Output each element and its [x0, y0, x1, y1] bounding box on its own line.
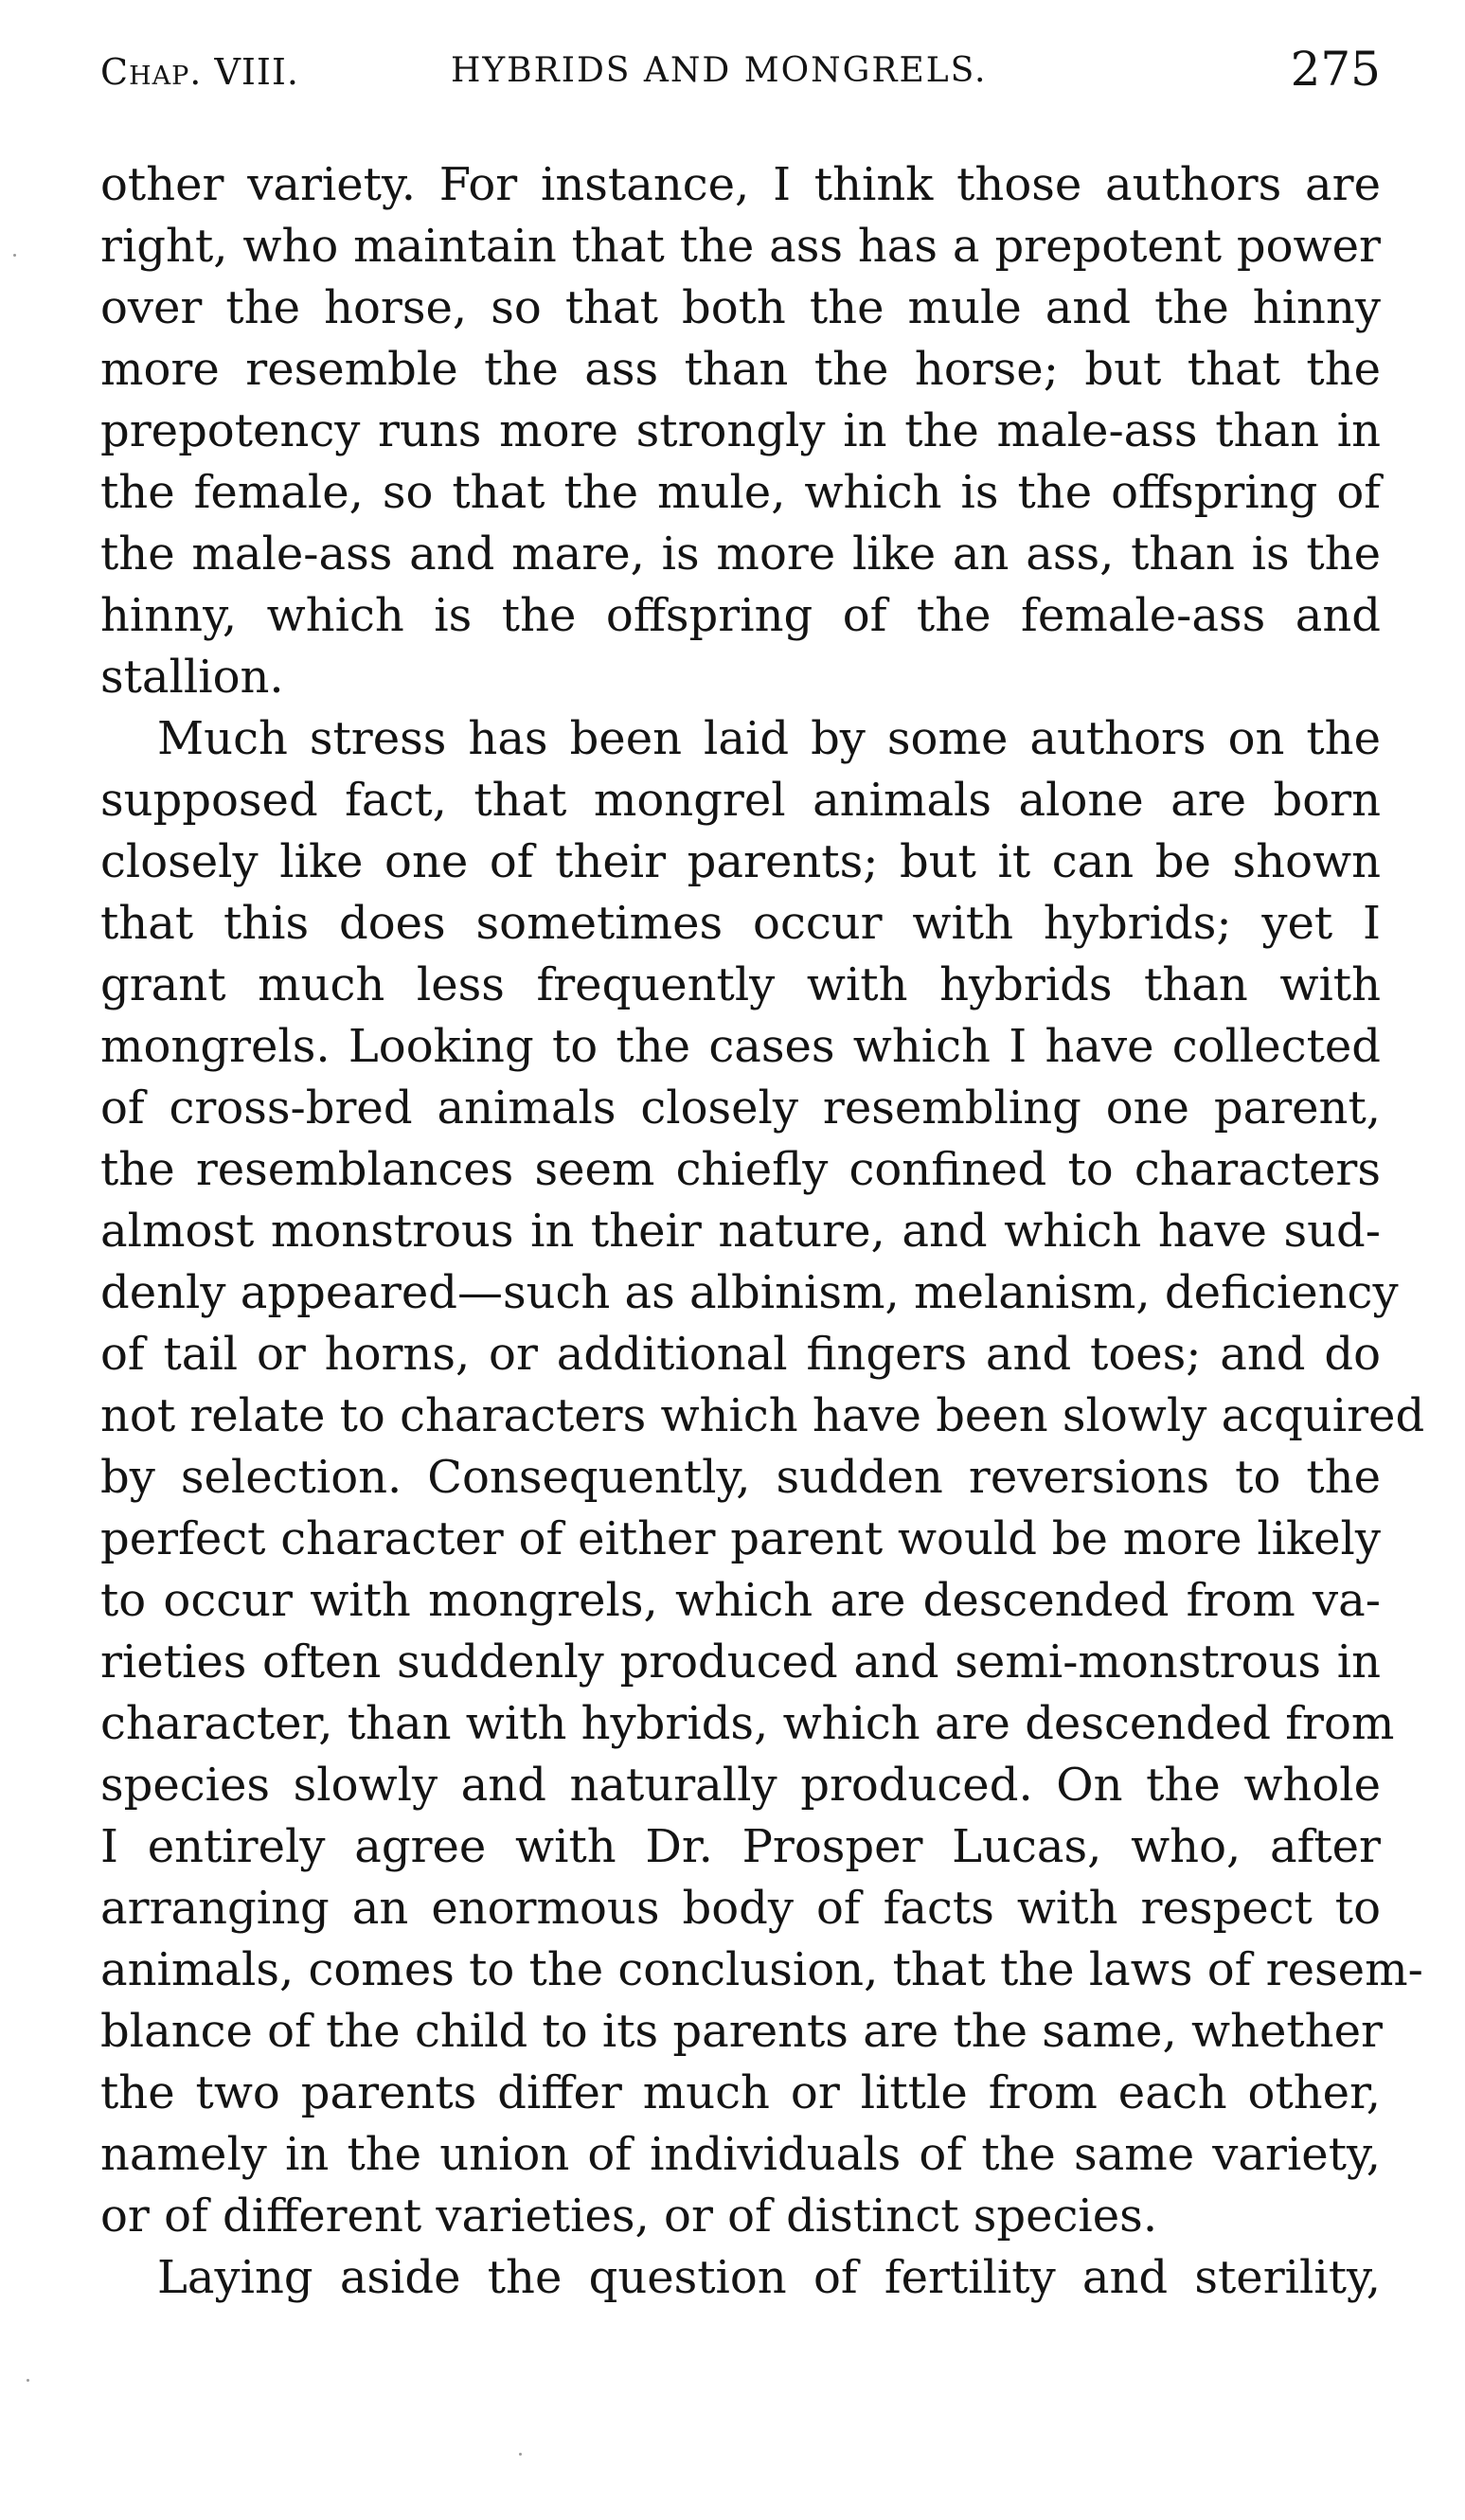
text-line: blance of the child to its parents are the same, whether	[100, 2005, 1383, 2058]
text-line: the female, so that the mule, which is the offspring of	[100, 466, 1381, 519]
text-line: character, than with hybrids, which are descended from	[100, 1697, 1395, 1750]
text-line: I entirely agree with Dr. Prosper Lucas, who, after	[100, 1820, 1381, 1873]
text-line: of cross-bred animals closely resembling one parent,	[100, 1081, 1381, 1135]
text-line: the two parents differ much or little from each other,	[100, 2066, 1381, 2119]
text-line: to occur with mongrels, which are descended from va-	[100, 1574, 1381, 1627]
text-line: closely like one of their parents; but it can be shown	[100, 835, 1381, 888]
paragraph-first-line: Laying aside the question of fertility and sterility,	[157, 2251, 1381, 2304]
text-line: rieties often suddenly produced and semi-monstrous in	[100, 1635, 1381, 1689]
text-line: hinny, which is the offspring of the female-ass and	[100, 589, 1381, 642]
text-line: grant much less frequently with hybrids than with	[100, 958, 1381, 1011]
text-line: namely in the union of individuals of the same variety,	[100, 2128, 1381, 2181]
text-line: by selection. Consequently, sudden reversions to the	[100, 1451, 1381, 1504]
print-speck	[519, 2453, 522, 2456]
text-line: denly appeared—such as albinism, melanism, deficiency	[100, 1266, 1399, 1319]
text-line: the resemblances seem chiefly confined to characters	[100, 1143, 1381, 1196]
text-line: other variety. For instance, I think those authors are	[100, 158, 1381, 211]
text-line: almost monstrous in their nature, and which have sud-	[100, 1205, 1381, 1258]
body-text	[100, 154, 1425, 2309]
running-head	[100, 38, 1381, 104]
text-line: that this does sometimes occur with hybrids; yet I	[100, 897, 1381, 950]
text-line: of tail or horns, or additional fingers and toes; and do	[100, 1328, 1381, 1381]
text-line: over the horse, so that both the mule and the hinny	[100, 281, 1381, 334]
running-title: HYBRIDS AND MONGRELS.	[451, 51, 988, 90]
text-line: prepotency runs more strongly in the male-ass than in	[100, 404, 1381, 457]
text-line: supposed fact, that mongrel animals alone are born	[100, 774, 1381, 827]
text-line: perfect character of either parent would be more likely	[100, 1512, 1381, 1565]
page-number: 275	[1290, 42, 1381, 97]
text-line: more resemble the ass than the horse; but that the	[100, 343, 1381, 396]
text-line: right, who maintain that the ass has a prepotent power	[100, 220, 1381, 273]
print-speck	[13, 254, 16, 257]
text-line: mongrels. Looking to the cases which I have collected	[100, 1020, 1381, 1073]
text-line: the male-ass and mare, is more like an ass, than is the	[100, 527, 1381, 581]
text-line: stallion.	[100, 651, 284, 704]
text-line: species slowly and naturally produced. On the whole	[100, 1759, 1381, 1812]
text-line: not relate to characters which have been slowly acquired	[100, 1389, 1425, 1442]
paragraph-first-line: Much stress has been laid by some authors on the	[157, 712, 1381, 765]
text-line: animals, comes to the conclusion, that the laws of resem-	[100, 1943, 1423, 1996]
text-line: arranging an enormous body of facts with respect to	[100, 1882, 1381, 1935]
text-line: or of different varieties, or of distinct species.	[100, 2189, 1158, 2243]
chapter-label: Chap. VIII.	[100, 51, 299, 93]
print-speck	[27, 2379, 29, 2382]
